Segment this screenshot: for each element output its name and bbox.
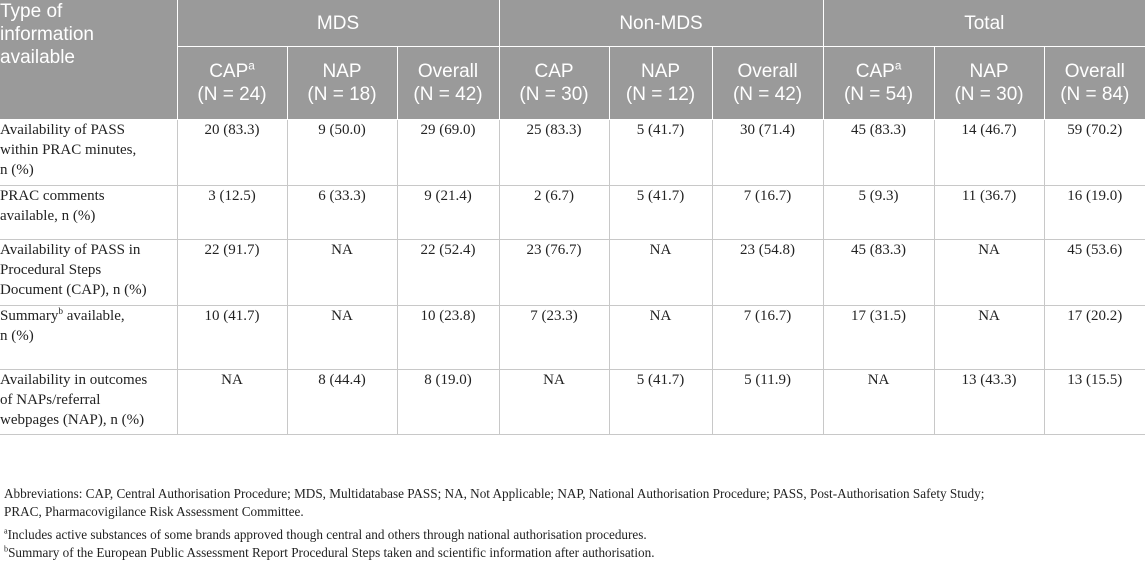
table-cell: 30 (71.4)	[712, 120, 823, 186]
table-cell: 17 (31.5)	[823, 306, 934, 370]
table-cell: 22 (52.4)	[397, 240, 499, 306]
table-cell: 10 (41.7)	[177, 306, 287, 370]
table-row	[0, 370, 1145, 435]
table-cell: 45 (53.6)	[1044, 240, 1145, 306]
table-row	[0, 186, 1145, 240]
row-label: Availability of PASS in Procedural Steps Document (CAP), n (%)	[0, 240, 177, 306]
table-cell: 22 (91.7)	[177, 240, 287, 306]
row-label: PRAC comments available, n (%)	[0, 186, 177, 240]
table-cell: 5 (9.3)	[823, 186, 934, 240]
table-cell: 16 (19.0)	[1044, 186, 1145, 240]
column-header: CAP$^a$ (N = 54)	[823, 47, 934, 120]
table-cell: NA	[609, 306, 712, 370]
table-cell: 45 (83.3)	[823, 240, 934, 306]
table-cell: 13 (43.3)	[934, 370, 1044, 435]
column-header: Overall (N = 42)	[397, 47, 499, 120]
table-cell: NA	[934, 240, 1044, 306]
table-cell: 5 (41.7)	[609, 186, 712, 240]
table-cell: 9 (50.0)	[287, 120, 397, 186]
table-cell: 8 (19.0)	[397, 370, 499, 435]
table-cell: 10 (23.8)	[397, 306, 499, 370]
type-of-information-header: Type of information available	[0, 0, 177, 120]
table-cell: 17 (20.2)	[1044, 306, 1145, 370]
table-cell: NA	[934, 306, 1044, 370]
table-cell: 23 (76.7)	[499, 240, 609, 306]
table-cell: NA	[823, 370, 934, 435]
table-cell: 45 (83.3)	[823, 120, 934, 186]
table-row	[0, 120, 1145, 186]
column-header: CAP (N = 30)	[499, 47, 609, 120]
table-cell: NA	[287, 240, 397, 306]
table-cell: 25 (83.3)	[499, 120, 609, 186]
group-header-total: Total	[823, 0, 1145, 47]
footnote-b: $^b$Summary of the European Public Assessment Report Procedural Steps taken and scientific information after authorisation.	[4, 544, 655, 560]
header-group-row	[0, 0, 1145, 47]
table-body	[0, 120, 1145, 435]
table-cell: 5 (11.9)	[712, 370, 823, 435]
abbreviations-note: Abbreviations: CAP, Central Authorisation Procedure; MDS, Multidatabase PASS; NA, Not Applicable; NAP, National Authorisation Procedure; PASS, Post-Authorisation Safety Study; PRAC, Pharmacovigilance Risk Assessment Committee.	[4, 486, 985, 519]
footnote-marker: a	[248, 59, 255, 73]
column-header: NAP (N = 18)	[287, 47, 397, 120]
table-footnotes	[4, 485, 1139, 562]
table-cell: 5 (41.7)	[609, 370, 712, 435]
footnote-marker: a	[894, 59, 902, 73]
table-cell: 59 (70.2)	[1044, 120, 1145, 186]
table-cell: 13 (15.5)	[1044, 370, 1145, 435]
table-cell: 29 (69.0)	[397, 120, 499, 186]
group-header-mds: MDS	[177, 0, 499, 47]
row-label: Summary$^b$ available, n (%)	[0, 306, 177, 370]
column-header: CAP$^a$ (N = 24)	[177, 47, 287, 120]
table-cell: 5 (41.7)	[609, 120, 712, 186]
table-cell: NA	[287, 306, 397, 370]
table-cell: NA	[499, 370, 609, 435]
table-cell: 7 (16.7)	[712, 306, 823, 370]
table-row	[0, 306, 1145, 370]
table-cell: 8 (44.4)	[287, 370, 397, 435]
table-cell: 7 (16.7)	[712, 186, 823, 240]
footnote-b-marker: b	[4, 544, 9, 554]
table-cell: 23 (54.8)	[712, 240, 823, 306]
table-cell: 6 (33.3)	[287, 186, 397, 240]
table-cell: 20 (83.3)	[177, 120, 287, 186]
table-cell: NA	[177, 370, 287, 435]
table-cell: 14 (46.7)	[934, 120, 1044, 186]
row-label: Availability of PASS within PRAC minutes, n (%)	[0, 120, 177, 186]
column-header: Overall (N = 42)	[712, 47, 823, 120]
footnote-a: $^a$Includes active substances of some brands approved though central and others through national authorisation procedures.	[4, 526, 647, 542]
table-row	[0, 240, 1145, 306]
column-header: Overall (N = 84)	[1044, 47, 1145, 120]
column-header: NAP (N = 12)	[609, 47, 712, 120]
table-cell: 9 (21.4)	[397, 186, 499, 240]
table-cell: 2 (6.7)	[499, 186, 609, 240]
table-cell: 11 (36.7)	[934, 186, 1044, 240]
column-header: NAP (N = 30)	[934, 47, 1044, 120]
footnote-a-marker: a	[4, 526, 8, 536]
footnote-marker: b	[58, 307, 63, 317]
table-cell: 7 (23.3)	[499, 306, 609, 370]
table-cell: 3 (12.5)	[177, 186, 287, 240]
table-cell: NA	[609, 240, 712, 306]
group-header-non-mds: Non-MDS	[499, 0, 823, 47]
row-label: Availability in outcomes of NAPs/referral webpages (NAP), n (%)	[0, 370, 177, 435]
